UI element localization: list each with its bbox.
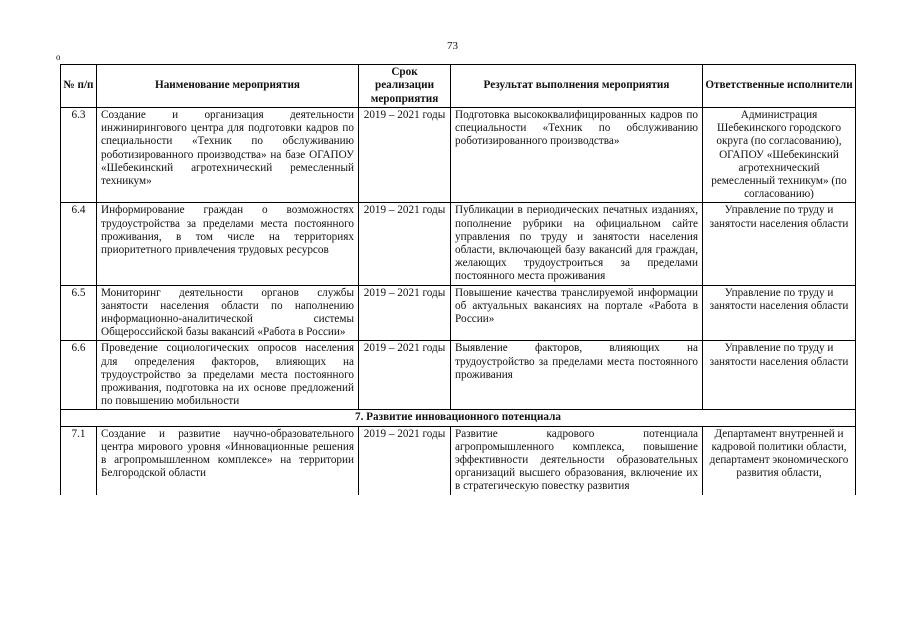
table-row: [61, 285, 856, 341]
row-name: Создание и организация деятельности инжинирингового центра для подготовки кадров по специальности «Техник по обслуживанию роботизированного производства» на базе ОГАПОУ «Шебекинский агротехнический ремесленный техникум»: [97, 108, 359, 203]
table-row: [61, 203, 856, 285]
corner-mark: o: [56, 52, 61, 62]
header-responsible: Ответственные исполнители: [703, 65, 856, 108]
row-result: Повышение качества транслируемой информации об актуальных вакансиях на портале «Работа в России»: [451, 285, 703, 341]
row-name: Информирование граждан о возможностях трудоустройства за пределами места постоянного проживания, в том числе на территориях приоритетного привлечения трудовых ресурсов: [97, 203, 359, 285]
row-num: 6.5: [61, 285, 97, 341]
row-num: 6.4: [61, 203, 97, 285]
row-period: 2019 – 2021 годы: [359, 341, 451, 410]
table-row: [61, 108, 856, 203]
row-result: Выявление факторов, влияющих на трудоустройство за пределами места постоянного проживания: [451, 341, 703, 410]
row-num: 7.1: [61, 426, 97, 495]
row-responsible: Департамент внутренней и кадровой политики области, департамент экономического развития области,: [703, 426, 856, 495]
row-name: Создание и развитие научно-образовательного центра мирового уровня «Инновационные решения в агропромышленном комплексе» на территории Белгородской области: [97, 426, 359, 495]
section-heading-row: [61, 410, 856, 426]
row-responsible: Управление по труду и занятости населения области: [703, 203, 856, 285]
row-result: Публикации в периодических печатных изданиях, пополнение рубрики на официальном сайте управления по труду и занятости населения области, включающей базу вакансий для граждан, желающих трудоустроиться за пределами постоянного места проживания: [451, 203, 703, 285]
row-period: 2019 – 2021 годы: [359, 426, 451, 495]
table-row: [61, 341, 856, 410]
row-period: 2019 – 2021 годы: [359, 108, 451, 203]
table-row: [61, 426, 856, 495]
row-name: Мониторинг деятельности органов службы занятости населения области по наполнению информационно-аналитической системы Общероссийской базы вакансий «Работа в России»: [97, 285, 359, 341]
table-header-row: [61, 65, 856, 108]
row-result: Подготовка высококвалифицированных кадров по специальности «Техник по обслуживанию роботизированного производства»: [451, 108, 703, 203]
section-title: 7. Развитие инновационного потенциала: [61, 410, 856, 426]
row-num: 6.6: [61, 341, 97, 410]
header-result: Результат выполнения мероприятия: [451, 65, 703, 108]
header-period: Срок реализации мероприятия: [359, 65, 451, 108]
activities-table: [60, 64, 856, 495]
row-responsible: Управление по труду и занятости населения области: [703, 285, 856, 341]
row-num: 6.3: [61, 108, 97, 203]
page-number: 73: [447, 40, 458, 52]
header-name: Наименование мероприятия: [97, 65, 359, 108]
row-period: 2019 – 2021 годы: [359, 285, 451, 341]
row-responsible: Управление по труду и занятости населения области: [703, 341, 856, 410]
row-name: Проведение социологических опросов населения для определения факторов, влияющих на трудоустройство за пределами места постоянного проживания, подготовка на их основе предложений по повышению мобильности: [97, 341, 359, 410]
row-period: 2019 – 2021 годы: [359, 203, 451, 285]
row-responsible: Администрация Шебекинского городского округа (по согласованию), ОГАПОУ «Шебекинский агротехнический ремесленный техникум» (по согласованию): [703, 108, 856, 203]
header-num: № п/п: [61, 65, 97, 108]
row-result: Развитие кадрового потенциала агропромышленного комплекса, повышение эффективности деятельности образовательных организаций высшего образования, включение их в стратегическую повестку развития: [451, 426, 703, 495]
